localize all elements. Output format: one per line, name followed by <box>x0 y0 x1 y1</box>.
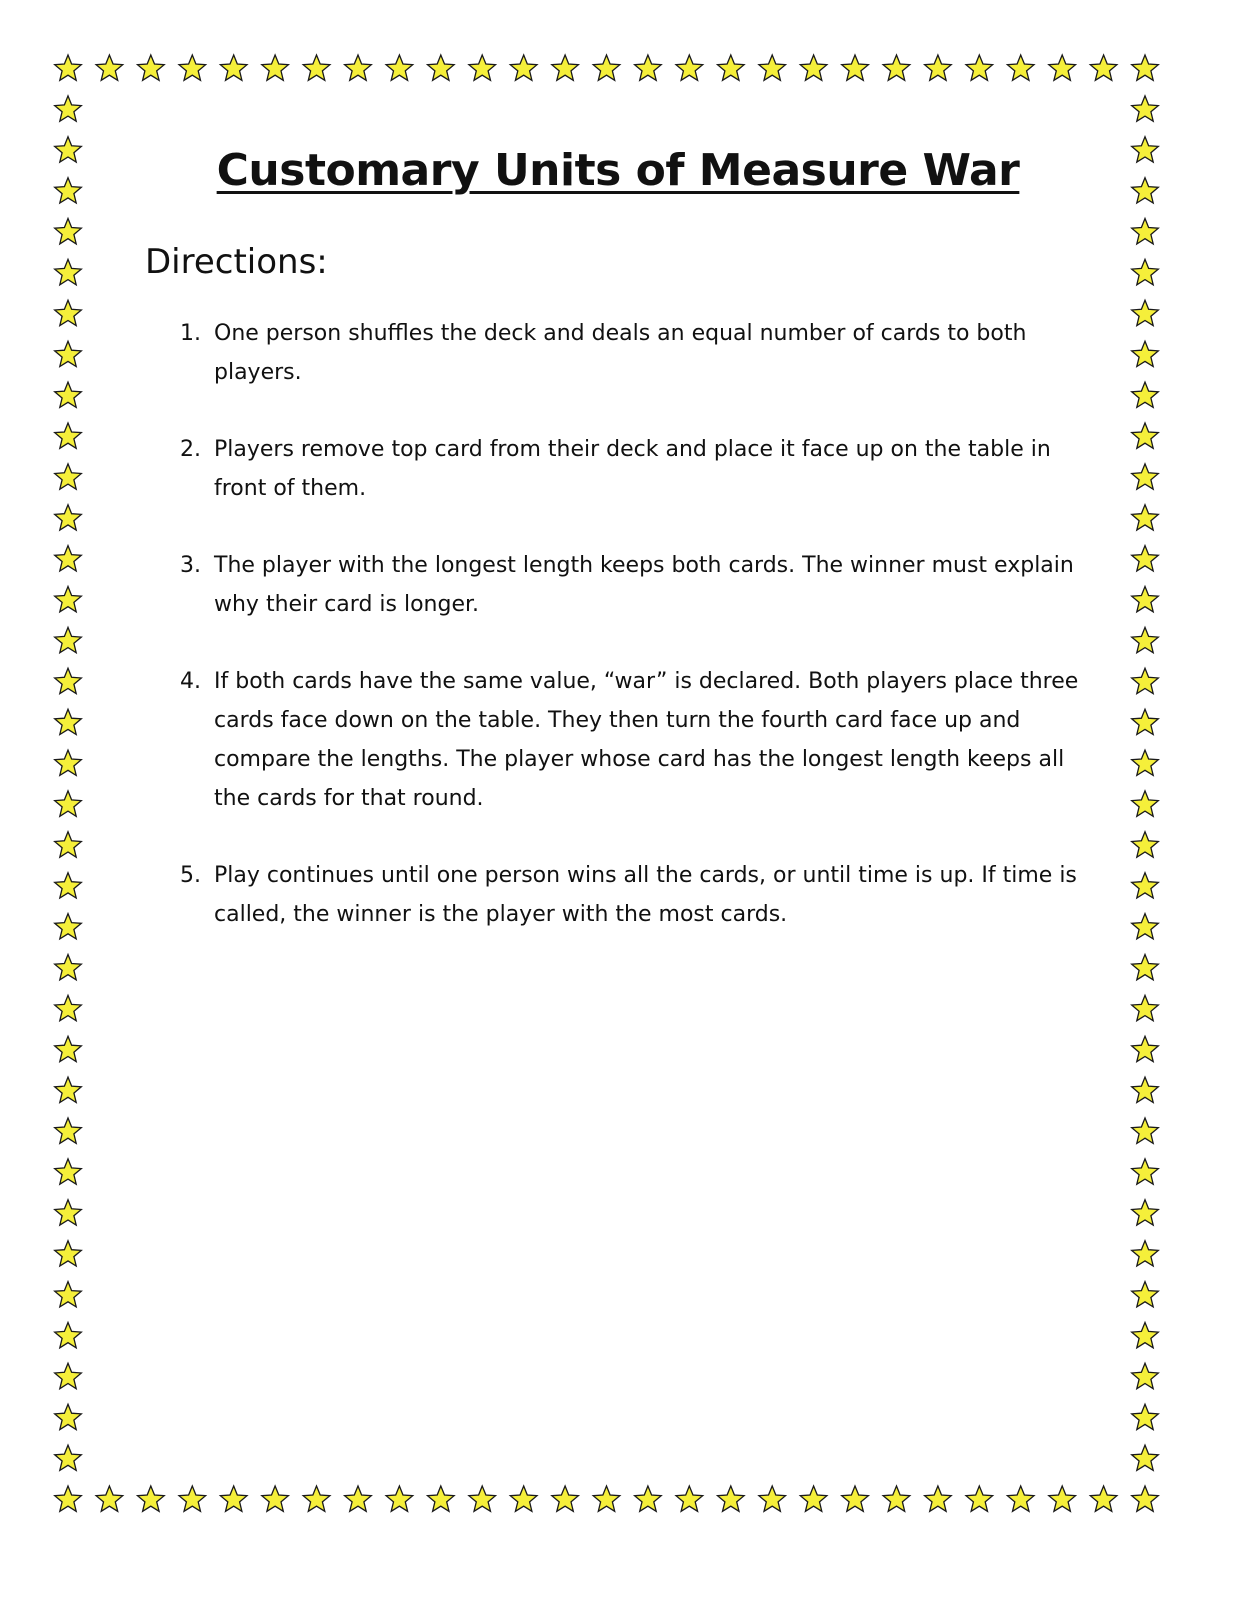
star-icon <box>1132 1036 1159 1061</box>
star-icon <box>1132 750 1159 775</box>
star-icon <box>1049 55 1076 80</box>
star-icon <box>55 1363 82 1388</box>
star-icon <box>55 1486 82 1511</box>
step-text: Play continues until one person wins all the cards, or until time is up. If time is called, the winner is the player with the most cards. <box>214 863 1077 927</box>
star-icon <box>386 55 413 80</box>
star-icon <box>593 55 620 80</box>
star-icon <box>510 55 537 80</box>
star-icon <box>1132 546 1159 571</box>
star-icon <box>55 955 82 980</box>
star-icon <box>676 1486 703 1511</box>
list-item <box>180 314 1080 392</box>
star-icon <box>55 791 82 816</box>
star-icon <box>883 55 910 80</box>
star-icon <box>1132 464 1159 489</box>
star-icon <box>55 873 82 898</box>
step-text: The player with the longest length keeps both cards. The winner must explain why their card is longer. <box>214 553 1074 617</box>
star-icon <box>925 55 952 80</box>
star-icon <box>55 1200 82 1225</box>
star-icon <box>593 1486 620 1511</box>
star-icon <box>966 1486 993 1511</box>
star-icon <box>1132 55 1159 80</box>
star-icon <box>55 423 82 448</box>
star-icon <box>1132 955 1159 980</box>
star-icon <box>55 464 82 489</box>
star-icon <box>1132 1282 1159 1307</box>
star-icon <box>966 55 993 80</box>
star-icon <box>1132 1159 1159 1184</box>
star-icon <box>55 1241 82 1266</box>
star-icon <box>303 1486 330 1511</box>
star-icon <box>510 1486 537 1511</box>
star-icon <box>428 55 455 80</box>
star-icon <box>55 382 82 407</box>
star-icon <box>800 55 827 80</box>
directions-heading: Directions: <box>145 242 328 282</box>
list-item <box>180 856 1080 934</box>
star-icon <box>55 914 82 939</box>
star-icon <box>1132 96 1159 121</box>
star-icon <box>552 55 579 80</box>
star-icon <box>55 1036 82 1061</box>
star-icon <box>428 1486 455 1511</box>
star-icon <box>55 341 82 366</box>
step-number: 2. <box>180 437 201 462</box>
star-icon <box>1132 627 1159 652</box>
star-icon <box>345 1486 372 1511</box>
star-icon <box>220 55 247 80</box>
star-icon <box>1132 832 1159 857</box>
star-icon <box>1132 382 1159 407</box>
star-icon <box>552 1486 579 1511</box>
star-icon <box>262 1486 289 1511</box>
star-icon <box>1132 873 1159 898</box>
star-icon <box>1132 219 1159 244</box>
star-icon <box>96 55 123 80</box>
star-icon <box>1132 1404 1159 1429</box>
star-icon <box>1132 1445 1159 1470</box>
star-icon <box>179 1486 206 1511</box>
star-icon <box>55 587 82 612</box>
star-icon <box>1132 1200 1159 1225</box>
step-number: 3. <box>180 553 201 578</box>
star-icon <box>883 1486 910 1511</box>
star-icon <box>55 1323 82 1348</box>
list-item <box>180 662 1080 818</box>
star-icon <box>1090 1486 1117 1511</box>
star-icon <box>1132 1077 1159 1102</box>
star-icon <box>676 55 703 80</box>
star-icon <box>262 55 289 80</box>
star-icon <box>1132 423 1159 448</box>
star-icon <box>55 995 82 1020</box>
star-icon <box>1132 505 1159 530</box>
star-icon <box>759 55 786 80</box>
page-title: Customary Units of Measure War <box>216 145 1020 196</box>
star-icon <box>1132 1118 1159 1143</box>
star-icon <box>1132 709 1159 734</box>
star-icon <box>469 55 496 80</box>
star-icon <box>55 219 82 244</box>
star-icon <box>55 96 82 121</box>
step-number: 4. <box>180 669 201 694</box>
star-icon <box>1132 1363 1159 1388</box>
star-icon <box>842 55 869 80</box>
step-number: 5. <box>180 863 201 888</box>
step-text: If both cards have the same value, “war” is declared. Both players place three cards face down on the table. They then turn the fourth card face up and compare the lengths. The player whose card has the longest length keeps all the cards for that round. <box>214 669 1079 811</box>
star-icon <box>55 1118 82 1143</box>
star-icon <box>759 1486 786 1511</box>
star-icon <box>303 55 330 80</box>
star-icon <box>386 1486 413 1511</box>
star-icon <box>1132 1241 1159 1266</box>
star-icon <box>1132 259 1159 284</box>
step-text: Players remove top card from their deck and place it face up on the table in front of them. <box>214 437 1051 501</box>
star-icon <box>55 709 82 734</box>
star-icon <box>345 55 372 80</box>
star-icon <box>220 1486 247 1511</box>
list-item <box>180 430 1080 508</box>
star-icon <box>138 55 165 80</box>
star-icon <box>1132 1323 1159 1348</box>
star-icon <box>469 1486 496 1511</box>
star-icon <box>1132 1486 1159 1511</box>
star-icon <box>55 259 82 284</box>
star-icon <box>55 1077 82 1102</box>
star-icon <box>55 505 82 530</box>
star-icon <box>718 1486 745 1511</box>
step-number: 1. <box>180 321 201 346</box>
step-text: One person shuffles the deck and deals an equal number of cards to both players. <box>214 321 1027 385</box>
star-icon <box>55 832 82 857</box>
star-icon <box>1132 995 1159 1020</box>
star-icon <box>55 1404 82 1429</box>
star-icon <box>55 55 82 80</box>
star-icon <box>1007 55 1034 80</box>
list-item <box>180 546 1080 624</box>
star-icon <box>1132 341 1159 366</box>
star-icon <box>1132 791 1159 816</box>
star-icon <box>1090 55 1117 80</box>
star-icon <box>179 55 206 80</box>
star-icon <box>55 1445 82 1470</box>
star-icon <box>842 1486 869 1511</box>
star-icon <box>1132 300 1159 325</box>
star-icon <box>55 750 82 775</box>
star-icon <box>55 546 82 571</box>
star-icon <box>96 1486 123 1511</box>
directions-list <box>180 314 1080 972</box>
star-icon <box>635 55 662 80</box>
star-icon <box>635 1486 662 1511</box>
star-icon <box>800 1486 827 1511</box>
star-icon <box>1132 914 1159 939</box>
star-icon <box>1007 1486 1034 1511</box>
star-icon <box>925 1486 952 1511</box>
star-icon <box>1132 668 1159 693</box>
star-icon <box>1049 1486 1076 1511</box>
star-icon <box>55 1159 82 1184</box>
star-icon <box>55 1282 82 1307</box>
star-icon <box>718 55 745 80</box>
star-icon <box>55 627 82 652</box>
star-icon <box>55 300 82 325</box>
star-icon <box>55 668 82 693</box>
star-icon <box>1132 587 1159 612</box>
star-icon <box>138 1486 165 1511</box>
